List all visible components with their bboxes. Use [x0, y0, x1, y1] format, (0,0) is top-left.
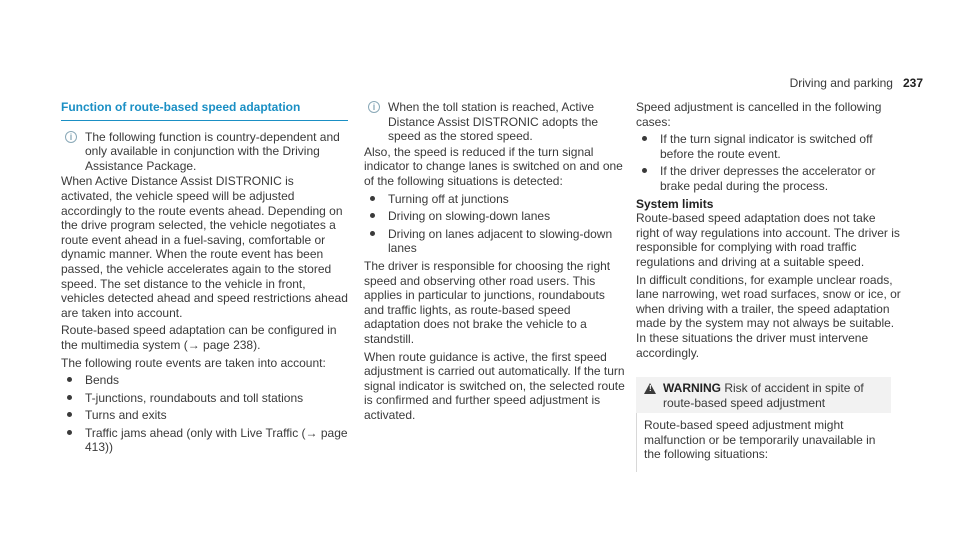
- system-limits-heading: System limits: [636, 196, 714, 211]
- paragraph: Route-based speed adaptation does not take right of way regulations into account. The driver is responsible for complying with road traffic regulations and driving at a suitable speed.: [636, 211, 900, 269]
- list-item: T-junctions, roundabouts and toll stations: [61, 391, 348, 406]
- warning-header: [636, 377, 891, 413]
- warning-label: WARNING: [663, 381, 721, 396]
- warning-triangle-icon: !: [644, 383, 656, 394]
- paragraph: When Active Distance Assist DISTRONIC is activated, the vehicle speed will be adjusted accordingly to the route events ahead. Depending on the drive program selected, the vehicle negotiates a route event ahead in a fuel-saving, comfortable or dynamic manner. When the route event has been passed, the vehicle accelerates again to the stored speed. The set distance to the vehicle in front, vehicles detected ahead and speed restrictions ahead are taken into account.: [61, 174, 348, 320]
- info-text: The following function is country-dependent and only available in conjunction with the Driving Assistance Package.: [85, 129, 340, 173]
- warning-body: Route-based speed adjustment might malfunction or be temporarily unavailable in the following situations:: [636, 413, 891, 472]
- section-title: Driving and parking: [789, 76, 893, 90]
- page-number: 237: [902, 76, 923, 90]
- list-item: Turns and exits: [61, 408, 348, 423]
- info-icon: i: [65, 131, 77, 143]
- route-events-list: [61, 373, 348, 455]
- paragraph: Speed adjustment is cancelled in the following cases:: [636, 100, 882, 129]
- list-item: If the driver depresses the accelerator or brake pedal during the process.: [636, 164, 902, 193]
- warning-title: Risk of accident in spite of route-based speed adjustment: [663, 381, 864, 410]
- warning-box: [636, 377, 891, 472]
- info-text: When the toll station is reached, Active Distance Assist DISTRONIC adopts the speed as the stored speed.: [388, 100, 599, 144]
- list-item: Driving on lanes adjacent to slowing-down lanes: [364, 227, 626, 256]
- list-item: Traffic jams ahead (only with Live Traffic (→ page 413)): [61, 426, 348, 455]
- paragraph: The driver is responsible for choosing the right speed and observing other road users. This applies in particular to junctions, roundabouts and traffic lights, as route-based speed adaptation does not brake the vehicle to a standstill.: [364, 258, 611, 346]
- info-icon: i: [368, 101, 380, 113]
- column-1: [61, 100, 348, 458]
- column-3: [636, 100, 902, 472]
- section-heading: Function of route-based speed adaptation: [61, 100, 348, 121]
- list-item: Driving on slowing-down lanes: [364, 209, 626, 224]
- cancel-cases-list: [636, 132, 902, 193]
- info-note: [364, 100, 626, 144]
- paragraph: When route guidance is active, the first speed adjustment is carried out automatically. If the turn signal indicator is switched on, the selected route is confirmed and further speed adjustment is activated.: [364, 349, 625, 422]
- page-header: [790, 76, 923, 91]
- column-2: [364, 100, 626, 425]
- list-item: Turning off at junctions: [364, 192, 626, 207]
- list-item: If the turn signal indicator is switched off before the route event.: [636, 132, 902, 161]
- paragraph: Route-based speed adaptation can be configured in the multimedia system (→ page 238).: [61, 323, 337, 352]
- situations-list: [364, 192, 626, 256]
- paragraph: In difficult conditions, for example unclear roads, lane narrowing, wet road surfaces, snow or ice, or when driving with a trailer, the speed adaptation made by the system may not always be suitable. In these situations the driver must intervene accordingly.: [636, 272, 901, 360]
- list-item: Bends: [61, 373, 348, 388]
- paragraph: Also, the speed is reduced if the turn signal indicator to change lanes is switched on and one of the following situations is detected:: [364, 144, 623, 188]
- paragraph: The following route events are taken into account:: [61, 355, 326, 370]
- info-note: [61, 130, 348, 174]
